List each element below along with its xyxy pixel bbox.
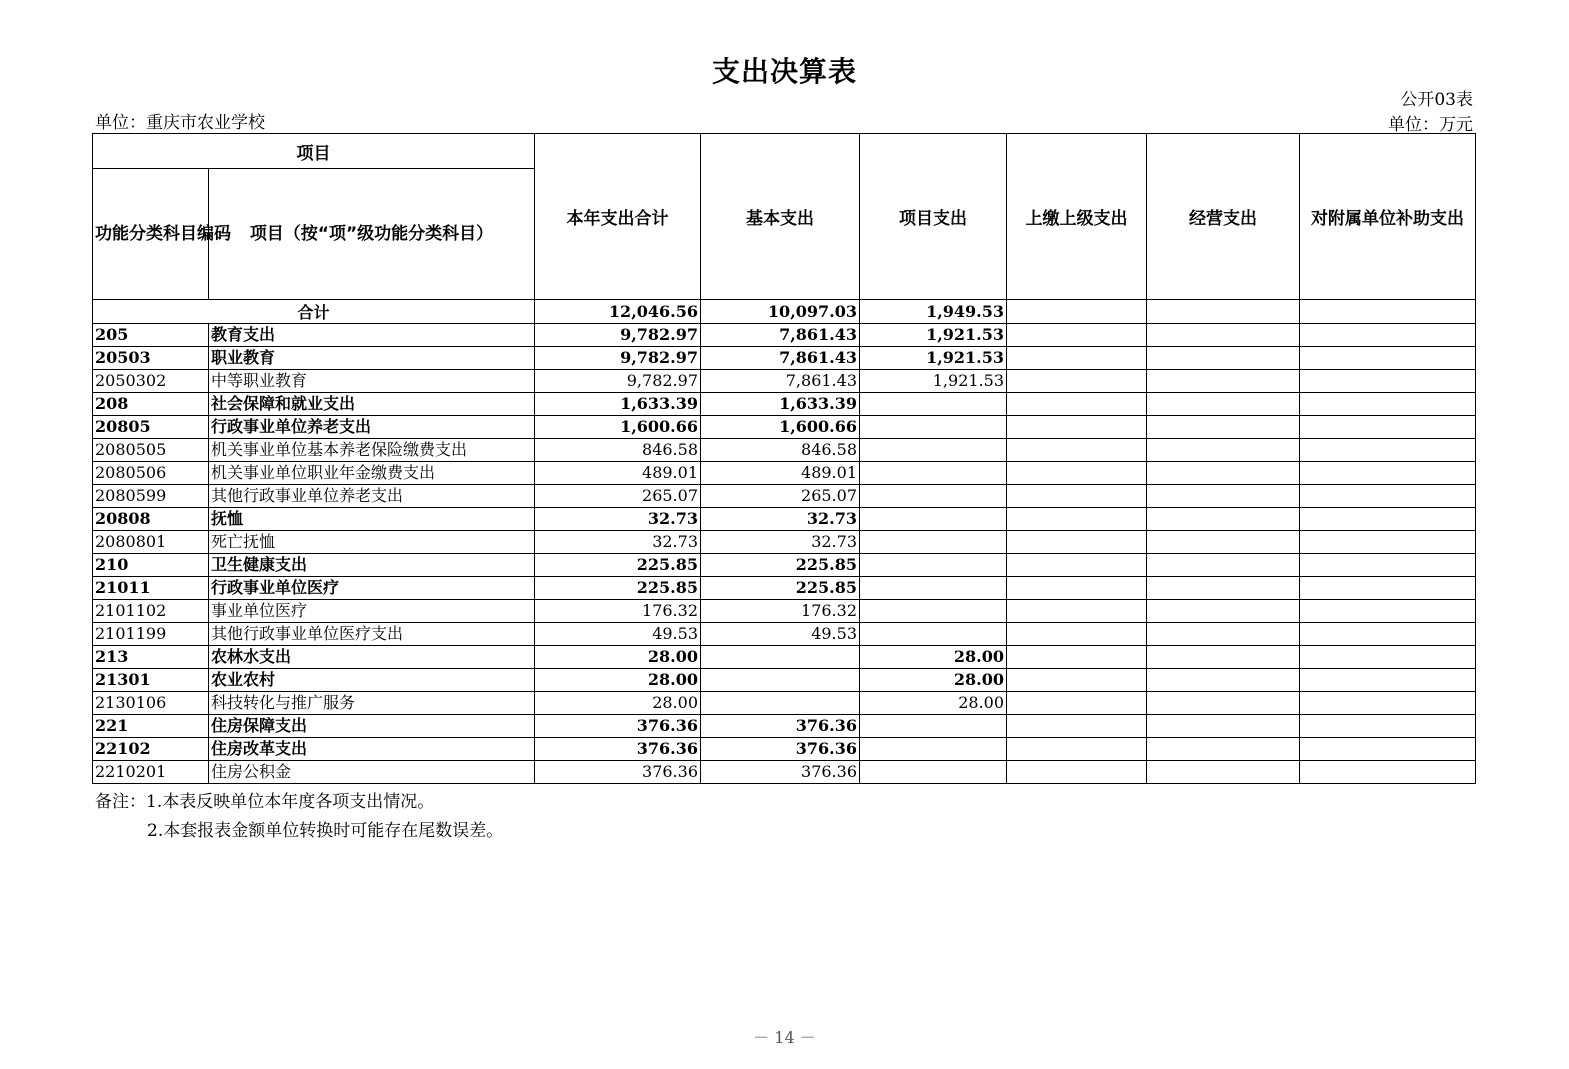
row-subsidy xyxy=(1300,692,1476,715)
row-name: 住房改革支出 xyxy=(209,738,535,761)
row-code: 2050302 xyxy=(93,370,209,393)
row-total: 9,782.97 xyxy=(535,370,701,393)
row-name: 机关事业单位基本养老保险缴费支出 xyxy=(209,439,535,462)
row-name: 卫生健康支出 xyxy=(209,554,535,577)
row-operating xyxy=(1147,439,1300,462)
page-number: － 14 － xyxy=(753,1028,816,1047)
row-basic: 376.36 xyxy=(701,715,860,738)
row-total: 1,600.66 xyxy=(535,416,701,439)
row-operating xyxy=(1147,715,1300,738)
row-total: 265.07 xyxy=(535,485,701,508)
row-code: 2101199 xyxy=(93,623,209,646)
header-subsidy: 对附属单位补助支出 xyxy=(1300,134,1476,300)
row-total: 9,782.97 xyxy=(535,347,701,370)
row-subsidy xyxy=(1300,554,1476,577)
row-project xyxy=(860,577,1007,600)
row-operating xyxy=(1147,531,1300,554)
total-row xyxy=(93,300,1476,324)
row-code: 21301 xyxy=(93,669,209,692)
table-row xyxy=(93,577,1476,600)
currency-unit: 单位：万元 xyxy=(1388,115,1473,135)
row-project xyxy=(860,416,1007,439)
row-code: 20805 xyxy=(93,416,209,439)
table-row xyxy=(93,416,1476,439)
row-code: 20808 xyxy=(93,508,209,531)
row-basic: 265.07 xyxy=(701,485,860,508)
row-total: 376.36 xyxy=(535,761,701,784)
row-subsidy xyxy=(1300,669,1476,692)
row-basic: 49.53 xyxy=(701,623,860,646)
row-upper xyxy=(1007,508,1147,531)
row-upper xyxy=(1007,347,1147,370)
row-upper xyxy=(1007,370,1147,393)
row-upper xyxy=(1007,715,1147,738)
total-operating xyxy=(1147,300,1300,324)
row-basic: 7,861.43 xyxy=(701,324,860,347)
row-total: 376.36 xyxy=(535,715,701,738)
row-code: 2080505 xyxy=(93,439,209,462)
row-code: 2130106 xyxy=(93,692,209,715)
row-name: 其他行政事业单位医疗支出 xyxy=(209,623,535,646)
row-subsidy xyxy=(1300,646,1476,669)
row-basic: 489.01 xyxy=(701,462,860,485)
row-subsidy xyxy=(1300,393,1476,416)
header-code: 功能分类科目编码 xyxy=(93,169,209,300)
row-code: 213 xyxy=(93,646,209,669)
row-operating xyxy=(1147,692,1300,715)
total-subsidy xyxy=(1300,300,1476,324)
row-upper xyxy=(1007,416,1147,439)
row-total: 9,782.97 xyxy=(535,324,701,347)
row-project: 1,921.53 xyxy=(860,370,1007,393)
row-project: 1,921.53 xyxy=(860,347,1007,370)
note-2: 2.本套报表金额单位转换时可能存在尾数误差。 xyxy=(147,821,504,841)
row-total: 32.73 xyxy=(535,508,701,531)
row-code: 221 xyxy=(93,715,209,738)
row-basic: 7,861.43 xyxy=(701,370,860,393)
row-upper xyxy=(1007,462,1147,485)
row-subsidy xyxy=(1300,623,1476,646)
row-operating xyxy=(1147,738,1300,761)
row-code: 2101102 xyxy=(93,600,209,623)
row-code: 2080599 xyxy=(93,485,209,508)
row-code: 210 xyxy=(93,554,209,577)
row-upper xyxy=(1007,393,1147,416)
row-basic xyxy=(701,692,860,715)
row-name: 事业单位医疗 xyxy=(209,600,535,623)
row-total: 28.00 xyxy=(535,692,701,715)
row-basic: 32.73 xyxy=(701,531,860,554)
row-operating xyxy=(1147,577,1300,600)
row-basic: 7,861.43 xyxy=(701,347,860,370)
row-project: 1,921.53 xyxy=(860,324,1007,347)
row-code: 2080506 xyxy=(93,462,209,485)
total-upper xyxy=(1007,300,1147,324)
table-row xyxy=(93,370,1476,393)
row-name: 农业农村 xyxy=(209,669,535,692)
table-row xyxy=(93,692,1476,715)
row-upper xyxy=(1007,577,1147,600)
row-subsidy xyxy=(1300,508,1476,531)
row-project xyxy=(860,761,1007,784)
table-row xyxy=(93,554,1476,577)
row-name: 行政事业单位养老支出 xyxy=(209,416,535,439)
row-name: 社会保障和就业支出 xyxy=(209,393,535,416)
reporting-unit: 单位：重庆市农业学校 xyxy=(95,113,265,133)
row-operating xyxy=(1147,646,1300,669)
row-subsidy xyxy=(1300,416,1476,439)
form-number: 公开03表 xyxy=(1400,90,1473,110)
row-operating xyxy=(1147,462,1300,485)
row-upper xyxy=(1007,554,1147,577)
row-project xyxy=(860,600,1007,623)
row-upper xyxy=(1007,623,1147,646)
header-operating: 经营支出 xyxy=(1147,134,1300,300)
row-basic: 376.36 xyxy=(701,761,860,784)
row-upper xyxy=(1007,324,1147,347)
row-code: 208 xyxy=(93,393,209,416)
row-subsidy xyxy=(1300,439,1476,462)
table-row xyxy=(93,531,1476,554)
row-project: 28.00 xyxy=(860,669,1007,692)
row-project: 28.00 xyxy=(860,646,1007,669)
row-basic: 1,600.66 xyxy=(701,416,860,439)
row-upper xyxy=(1007,646,1147,669)
row-project xyxy=(860,439,1007,462)
table-row xyxy=(93,324,1476,347)
row-code: 2210201 xyxy=(93,761,209,784)
row-code: 20503 xyxy=(93,347,209,370)
header-item: 项目 xyxy=(93,134,535,169)
row-name: 死亡抚恤 xyxy=(209,531,535,554)
row-name: 行政事业单位医疗 xyxy=(209,577,535,600)
row-upper xyxy=(1007,600,1147,623)
row-total: 846.58 xyxy=(535,439,701,462)
row-total: 489.01 xyxy=(535,462,701,485)
row-name: 农林水支出 xyxy=(209,646,535,669)
row-subsidy xyxy=(1300,531,1476,554)
row-operating xyxy=(1147,508,1300,531)
notes xyxy=(95,788,503,846)
row-project xyxy=(860,508,1007,531)
row-total: 376.36 xyxy=(535,738,701,761)
row-subsidy xyxy=(1300,577,1476,600)
row-total: 225.85 xyxy=(535,577,701,600)
table-row xyxy=(93,738,1476,761)
row-project xyxy=(860,462,1007,485)
row-operating xyxy=(1147,324,1300,347)
row-total: 28.00 xyxy=(535,646,701,669)
table-row xyxy=(93,715,1476,738)
row-operating xyxy=(1147,347,1300,370)
row-project xyxy=(860,485,1007,508)
row-operating xyxy=(1147,623,1300,646)
table-row xyxy=(93,347,1476,370)
row-basic: 225.85 xyxy=(701,577,860,600)
row-total: 1,633.39 xyxy=(535,393,701,416)
table-row xyxy=(93,623,1476,646)
table-row xyxy=(93,439,1476,462)
row-name: 中等职业教育 xyxy=(209,370,535,393)
row-project: 28.00 xyxy=(860,692,1007,715)
row-upper xyxy=(1007,761,1147,784)
row-total: 176.32 xyxy=(535,600,701,623)
expenditure-table xyxy=(92,133,1476,784)
row-subsidy xyxy=(1300,462,1476,485)
header-total: 本年支出合计 xyxy=(535,134,701,300)
row-code: 22102 xyxy=(93,738,209,761)
row-code: 205 xyxy=(93,324,209,347)
row-upper xyxy=(1007,669,1147,692)
row-name: 职业教育 xyxy=(209,347,535,370)
row-basic: 1,633.39 xyxy=(701,393,860,416)
total-label: 合计 xyxy=(93,300,535,324)
row-operating xyxy=(1147,485,1300,508)
row-subsidy xyxy=(1300,370,1476,393)
row-upper xyxy=(1007,692,1147,715)
table-row xyxy=(93,646,1476,669)
row-subsidy xyxy=(1300,600,1476,623)
row-project xyxy=(860,393,1007,416)
row-upper xyxy=(1007,485,1147,508)
table-row xyxy=(93,462,1476,485)
row-name: 机关事业单位职业年金缴费支出 xyxy=(209,462,535,485)
row-upper xyxy=(1007,439,1147,462)
row-basic: 225.85 xyxy=(701,554,860,577)
total-basic: 10,097.03 xyxy=(701,300,860,324)
note-1: 备注：1.本表反映单位本年度各项支出情况。 xyxy=(95,792,435,812)
row-total: 225.85 xyxy=(535,554,701,577)
row-upper xyxy=(1007,738,1147,761)
row-basic: 846.58 xyxy=(701,439,860,462)
row-subsidy xyxy=(1300,761,1476,784)
table-row xyxy=(93,600,1476,623)
row-operating xyxy=(1147,554,1300,577)
table-row xyxy=(93,508,1476,531)
header-name: 项目（按“项”级功能分类科目） xyxy=(209,169,535,300)
header-basic: 基本支出 xyxy=(701,134,860,300)
row-subsidy xyxy=(1300,738,1476,761)
row-name: 住房保障支出 xyxy=(209,715,535,738)
row-subsidy xyxy=(1300,347,1476,370)
row-project xyxy=(860,715,1007,738)
row-project xyxy=(860,554,1007,577)
table-row xyxy=(93,393,1476,416)
row-subsidy xyxy=(1300,485,1476,508)
row-code: 2080801 xyxy=(93,531,209,554)
table-row xyxy=(93,669,1476,692)
row-subsidy xyxy=(1300,324,1476,347)
row-operating xyxy=(1147,416,1300,439)
row-total: 49.53 xyxy=(535,623,701,646)
row-name: 住房公积金 xyxy=(209,761,535,784)
page-title: 支出决算表 xyxy=(711,55,857,88)
row-upper xyxy=(1007,531,1147,554)
header-project: 项目支出 xyxy=(860,134,1007,300)
row-basic: 176.32 xyxy=(701,600,860,623)
row-name: 教育支出 xyxy=(209,324,535,347)
row-subsidy xyxy=(1300,715,1476,738)
row-basic xyxy=(701,669,860,692)
total-project: 1,949.53 xyxy=(860,300,1007,324)
row-project xyxy=(860,623,1007,646)
row-operating xyxy=(1147,600,1300,623)
row-total: 32.73 xyxy=(535,531,701,554)
row-operating xyxy=(1147,669,1300,692)
row-name: 其他行政事业单位养老支出 xyxy=(209,485,535,508)
table-row xyxy=(93,485,1476,508)
row-project xyxy=(860,738,1007,761)
table-row xyxy=(93,761,1476,784)
row-basic xyxy=(701,646,860,669)
row-operating xyxy=(1147,370,1300,393)
row-name: 抚恤 xyxy=(209,508,535,531)
row-basic: 376.36 xyxy=(701,738,860,761)
row-operating xyxy=(1147,761,1300,784)
header-upper: 上缴上级支出 xyxy=(1007,134,1147,300)
row-total: 28.00 xyxy=(535,669,701,692)
row-project xyxy=(860,531,1007,554)
total-sum: 12,046.56 xyxy=(535,300,701,324)
row-operating xyxy=(1147,393,1300,416)
row-code: 21011 xyxy=(93,577,209,600)
row-name: 科技转化与推广服务 xyxy=(209,692,535,715)
row-basic: 32.73 xyxy=(701,508,860,531)
